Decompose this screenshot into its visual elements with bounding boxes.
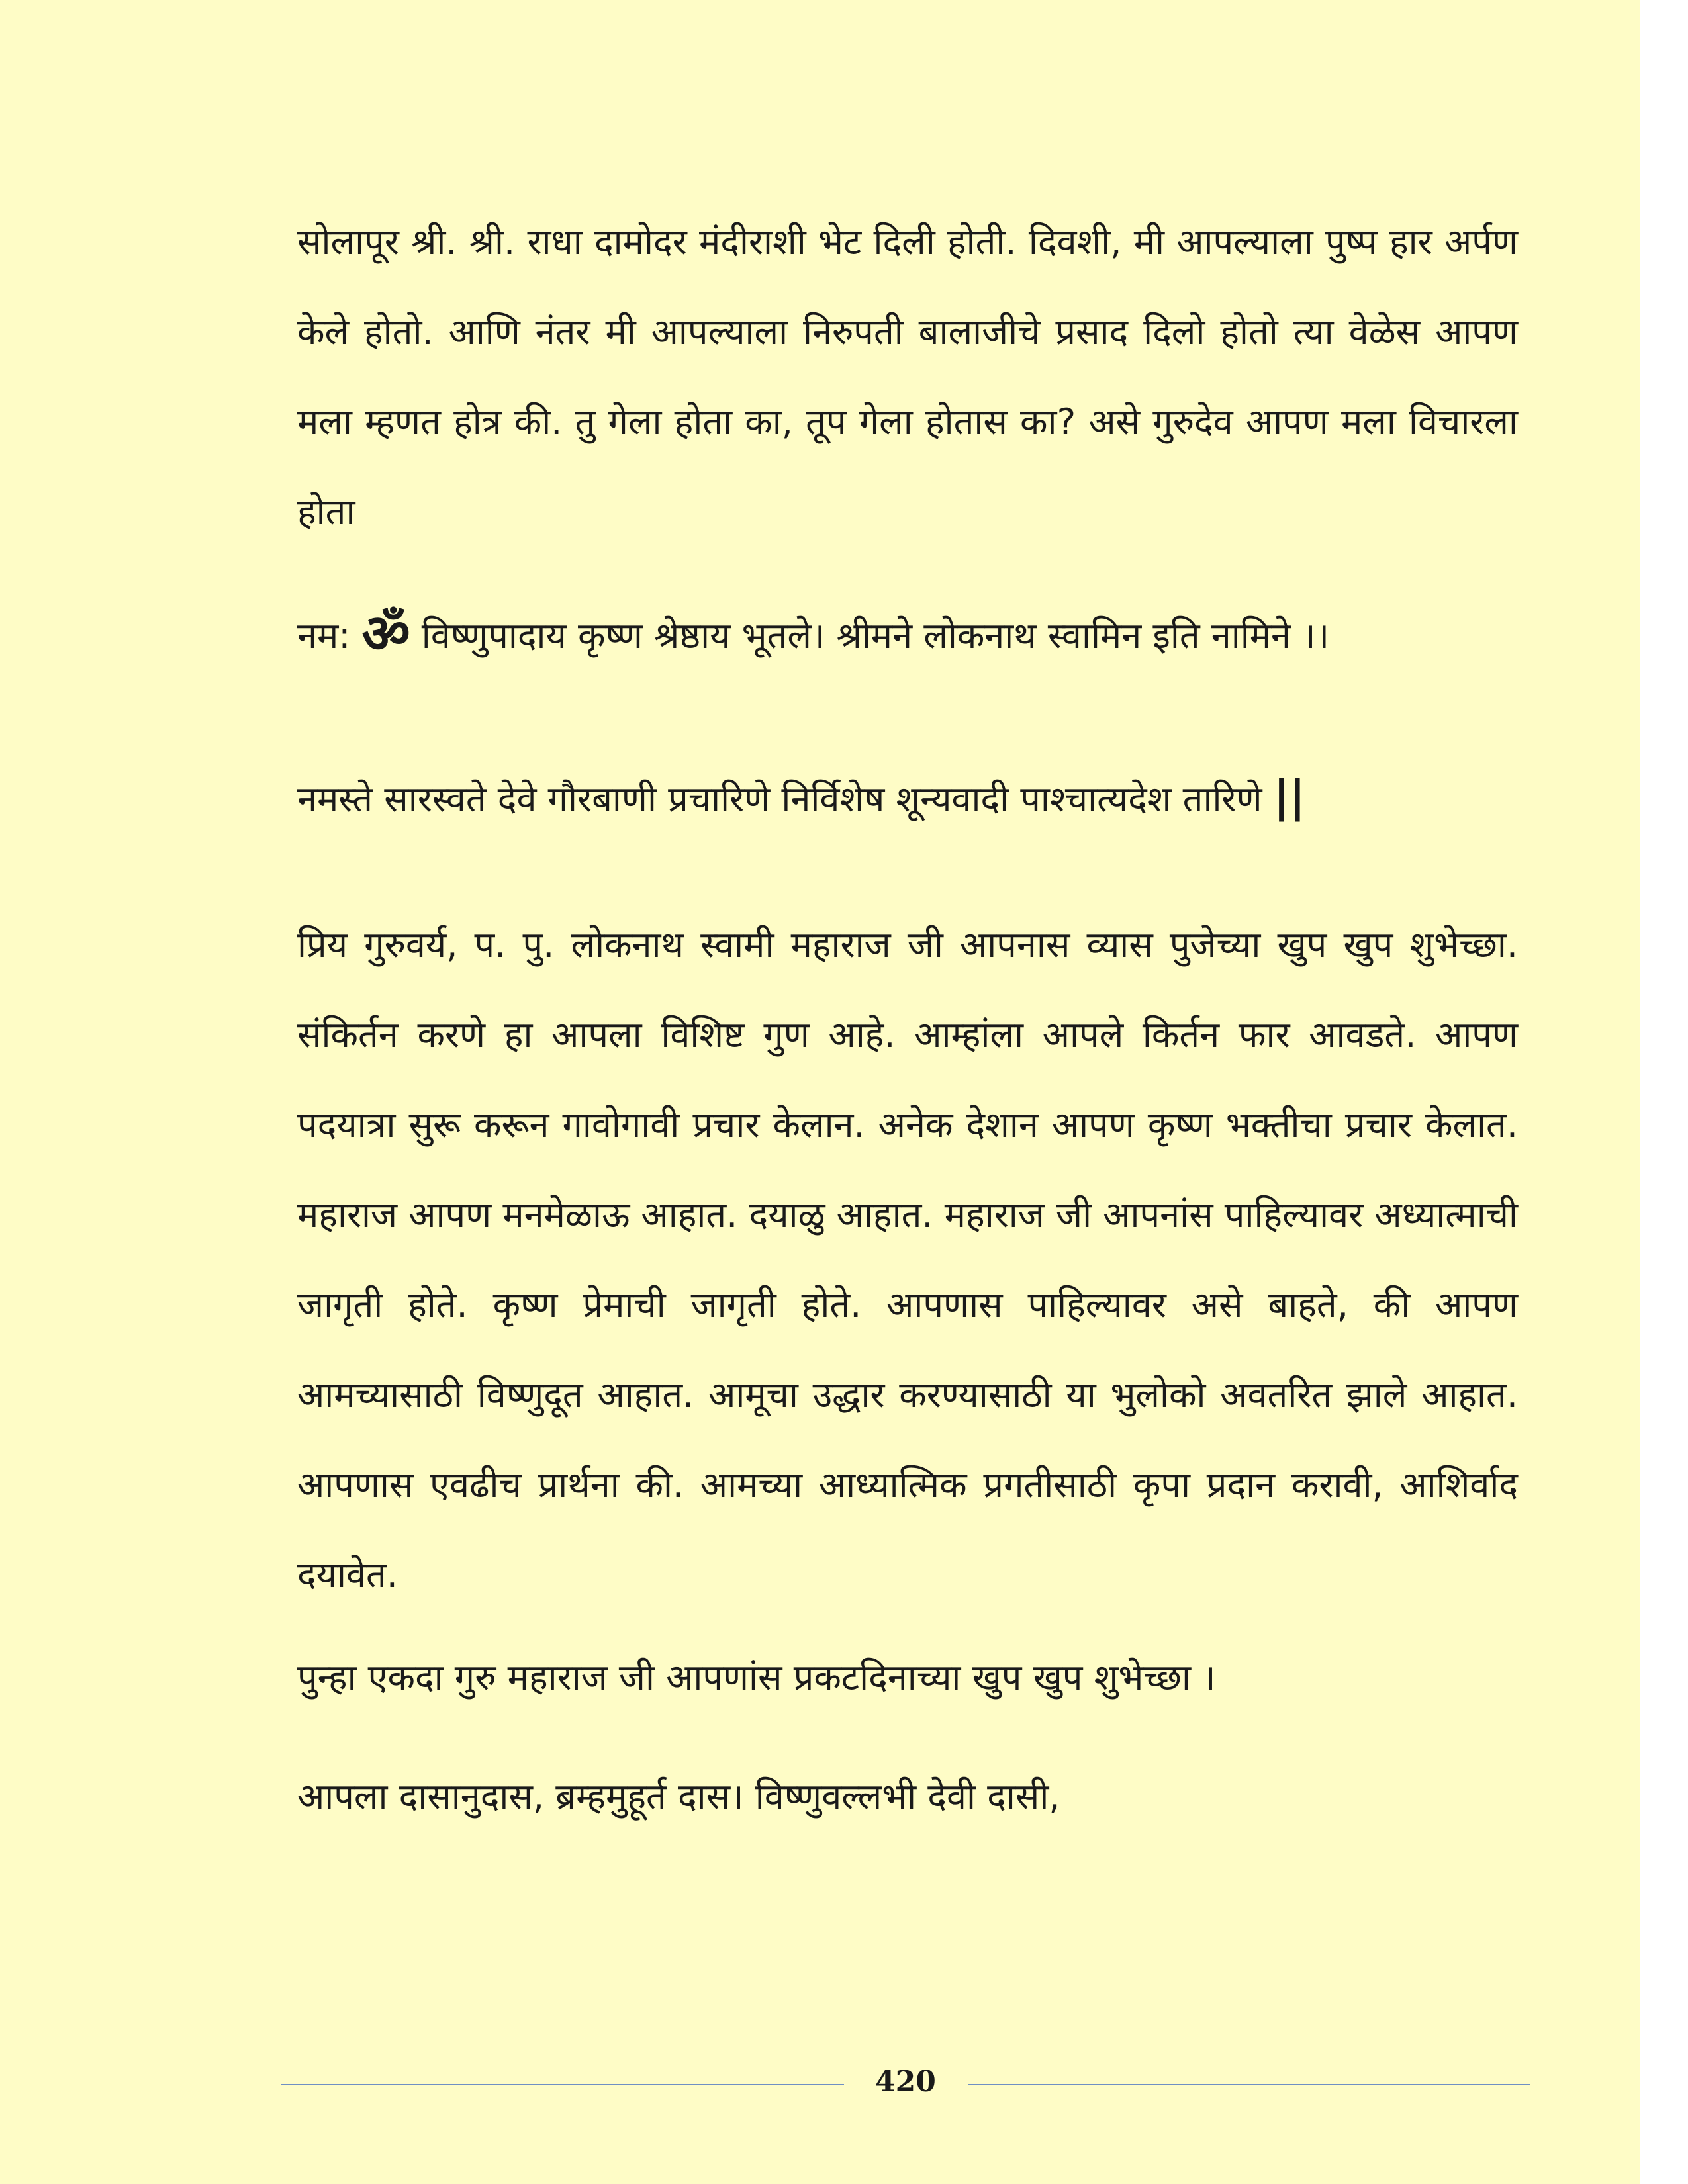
paragraph-2: प्रिय गुरुवर्य, प. पु. लोकनाथ स्वामी महाराज जी आपनास व्यास पुजेच्या खुप खुप शुभेच्छा. संकिर्तन करणे हा आपला विशिष्ट गुण आहे. आम्हांला आपले किर्तन फार आवडते. आपण पदयात्रा सुरू करून गावोगावी प्रचार केलान. अनेक देशान आपण कृष्ण भक्तीचा प्रचार केलात. महाराज आपण मनमेळाऊ आहात. दयाळु आहात. महाराज जी आपनांस पाहिल्यावर अध्यात्माची जागृती होते. कृष्ण प्रेमाची जागृती होते. आपणास पाहिल्यावर असे बाहते, की आपण आमच्यासाठी विष्णुदूत आहात. आमूचा उद्धार करण्यासाठी या भुलोको अवतरित झाले आहात. आपणास एवढीच प्रार्थना की. आमच्या आध्यात्मिक प्रगतीसाठी कृपा प्रदान करावी, आशिर्वाद दयावेत. <box>297 924 1518 1596</box>
footer-rule-left <box>281 2084 844 2085</box>
footer-rule-right <box>968 2084 1530 2085</box>
prayer-line-1 <box>297 596 1329 668</box>
signature-line: आपला दासानुदास, ब्रम्हमुहूर्त दास। विष्णुवल्लभी देवी दासी, <box>297 1776 1060 1817</box>
closing-line: पुन्हा एकदा गुरु महाराज जी आपणांस प्रकटदिनाच्या खुप खुप शुभेच्छा । <box>297 1657 1216 1698</box>
prayer-line-2 <box>297 771 1305 822</box>
prayer-2-double-bar: || <box>1273 771 1305 822</box>
prayer-1-text: विष्णुपादाय कृष्ण श्रेष्ठाय भूतले। श्रीमने लोकनाथ स्वामिन इति नामिने ।। <box>421 615 1330 657</box>
prayer-2-text: नमस्ते सारस्वते देवे गौरबाणी प्रचारिणे निर्विशेष शून्यवादी पाश्चात्यदेश तारिणे <box>297 778 1262 820</box>
page-number: 420 <box>875 2065 936 2099</box>
paragraph-1: सोलापूर श्री. श्री. राधा दामोदर मंदीराशी भेट दिली होती. दिवशी, मी आपल्याला पुष्प हार अर्पण केले होतो. आणि नंतर मी आपल्याला निरुपती बालाजीचे प्रसाद दिलो होतो त्या वेळेस आपण मला म्हणत होत्र की. तु गेला होता का, तूप गेला होतास का? असे गुरुदेव आपण मला विचारला होता <box>297 221 1518 533</box>
prayer-1-prefix: नम: <box>297 615 351 657</box>
page-margin-strip <box>1640 0 1688 2184</box>
om-symbol: ॐ <box>361 603 410 664</box>
